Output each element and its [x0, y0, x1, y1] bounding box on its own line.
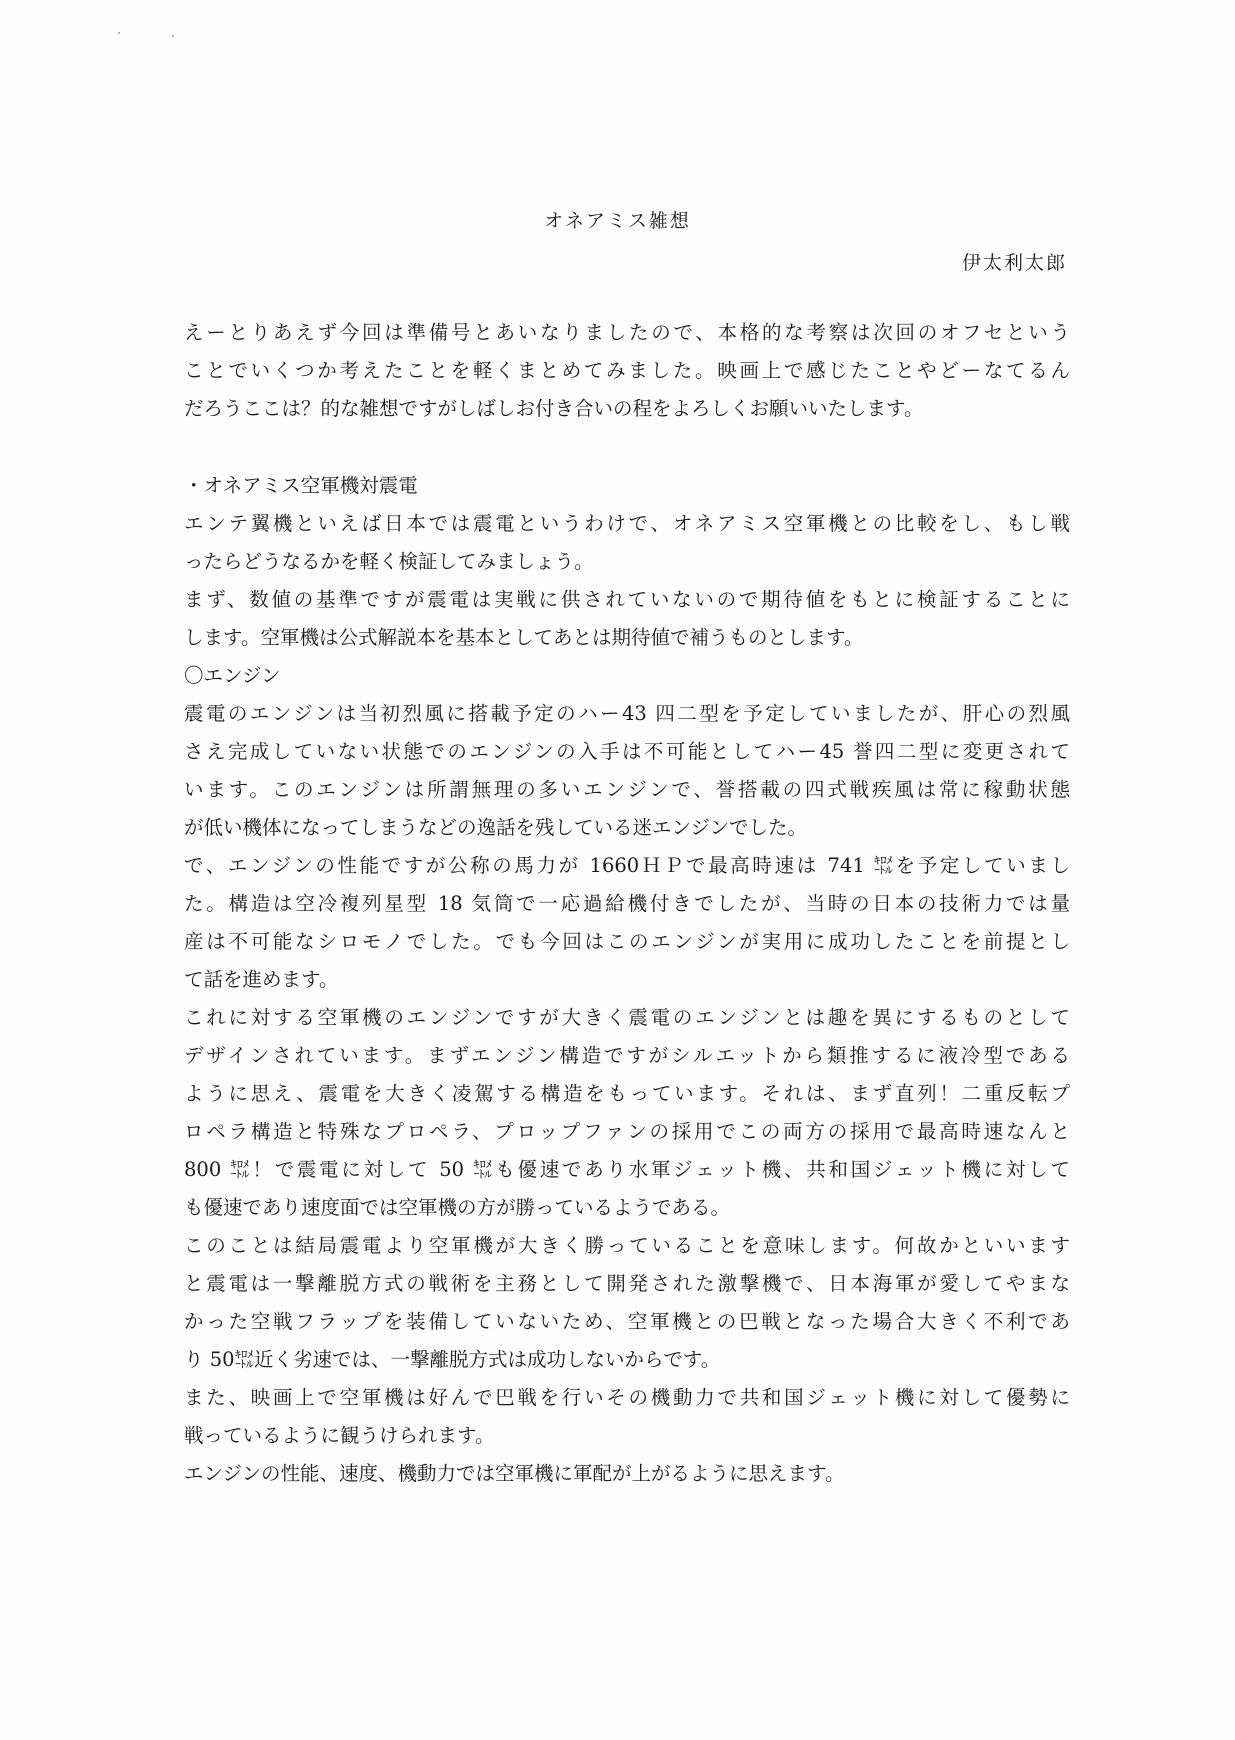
- text-line: 震電のエンジンは当初烈風に搭載予定のハー43 四二型を予定していましたが、肝心の烈風: [184, 702, 1070, 725]
- document-body: [184, 314, 1070, 1493]
- text-line: た。構造は空冷複列星型 18 気筒で一応過給機付きでしたが、当時の日本の技術力では量: [184, 892, 1070, 915]
- text-line: ことでいくつか考えたことを軽くまとめてみました。映画上で感じたことやどーなてるん: [184, 359, 1070, 382]
- text-line: り 50㌖近く劣速では、一撃離脱方式は成功しないからです。: [184, 1348, 721, 1371]
- text-line: ・オネアミス空軍機対震電: [184, 474, 418, 497]
- text-line: が低い機体になってしまうなどの逸話を残している迷エンジンでした。: [184, 816, 808, 839]
- scan-speck: [172, 35, 174, 37]
- text-line: また、映画上で空軍機は好んで巴戦を行いその機動力で共和国ジェット機に対して優勢に: [184, 1386, 1070, 1409]
- text-line: 戦っているように観うけられます。: [184, 1424, 495, 1447]
- document-title: オネアミス雑想: [544, 210, 691, 232]
- text-line: も優速であり速度面では空軍機の方が勝っているようである。: [184, 1196, 731, 1219]
- text-line: デザインされています。まずエンジン構造ですがシルエットから類推するに液冷型である: [184, 1044, 1070, 1067]
- text-line: います。このエンジンは所謂無理の多いエンジンで、誉搭載の四式戦疾風は常に稼動状態: [184, 778, 1070, 801]
- text-line: えーとりあえず今回は準備号とあいなりましたので、本格的な考察は次回のオフセという: [184, 321, 1070, 344]
- text-line: このことは結局震電より空軍機が大きく勝っていることを意味します。何故かといいます: [184, 1234, 1070, 1257]
- paragraph-gap: [184, 428, 1070, 467]
- document-author: 伊太利太郎: [961, 252, 1067, 274]
- text-line: 〇エンジン: [184, 664, 281, 687]
- text-line: ったらどうなるかを軽く検証してみましょう。: [184, 550, 594, 573]
- text-line: 800 ㌖！で震電に対して 50 ㌖も優速であり水軍ジェット機、共和国ジェット機に対して: [184, 1158, 1070, 1181]
- scan-speck: [118, 32, 120, 34]
- text-line: だろうここは？的な雑想ですがしばしお付き合いの程をよろしくお願いいたします。: [184, 397, 924, 420]
- text-line: エンテ翼機といえば日本では震電というわけで、オネアミス空軍機との比較をし、もし戦: [184, 512, 1070, 535]
- text-line: まず、数値の基準ですが震電は実戦に供されていないので期待値をもとに検証することに: [184, 588, 1070, 611]
- text-line: 産は不可能なシロモノでした。でも今回はこのエンジンが実用に成功したことを前提とし: [184, 930, 1070, 953]
- text-line: エンジンの性能、速度、機動力では空軍機に軍配が上がるように思えます。: [184, 1462, 845, 1485]
- text-line: これに対する空軍機のエンジンですが大きく震電のエンジンとは趣を異にするものとして: [184, 1006, 1070, 1029]
- text-line: で、エンジンの性能ですが公称の馬力が 1660ＨＰで最高時速は 741 ㌖を予定していまし: [184, 854, 1070, 877]
- text-line: かった空戦フラップを装備していないため、空軍機との巴戦となった場合大きく不利であ: [184, 1310, 1070, 1333]
- text-line: て話を進めます。: [184, 968, 339, 991]
- text-line: さえ完成していない状態でのエンジンの入手は不可能としてハー45 誉四二型に変更されて: [184, 740, 1070, 763]
- text-line: します。空軍機は公式解説本を基本としてあとは期待値で補うものとします。: [184, 626, 864, 649]
- text-line: ロペラ構造と特殊なプロペラ、プロップファンの採用でこの両方の採用で最高時速なんと: [184, 1120, 1070, 1143]
- text-line: ように思え、震電を大きく凌駕する構造をもっています。それは、まず直列！二重反転プ: [184, 1082, 1070, 1105]
- text-line: と震電は一撃離脱方式の戦術を主務として開発された激撃機で、日本海軍が愛してやまな: [184, 1272, 1070, 1295]
